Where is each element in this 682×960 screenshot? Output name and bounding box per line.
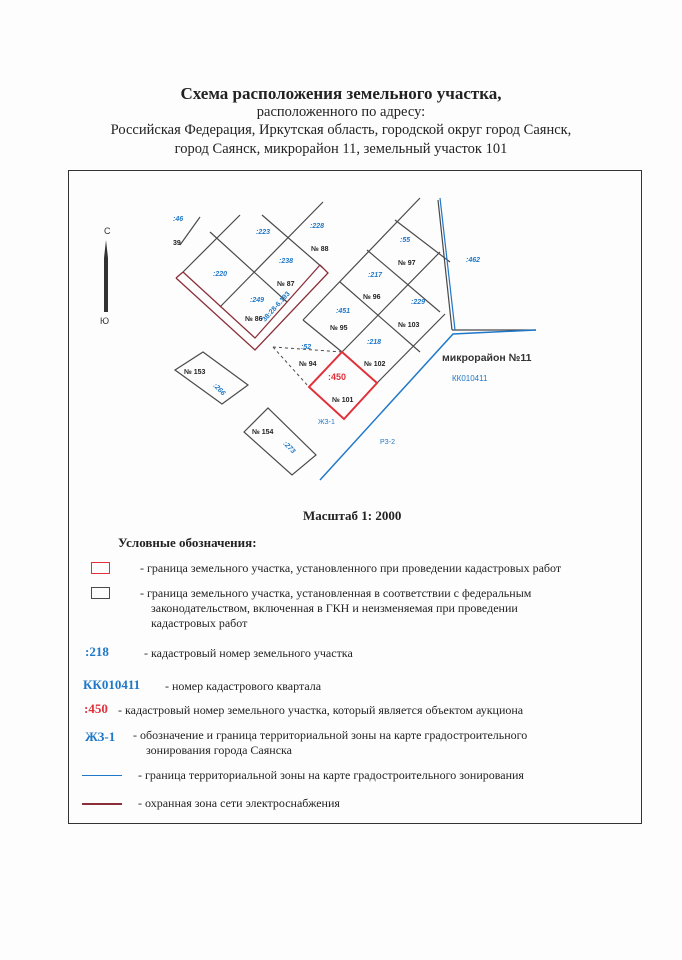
parcel-label: 39 <box>173 240 181 247</box>
parcel-label: № 96 <box>363 294 381 301</box>
quarter-label: КК010411 <box>452 374 488 383</box>
parcel-boundaries <box>175 198 536 475</box>
legend-item-text: - граница земельного участка, установленная в соответствии с федеральным <box>140 586 532 600</box>
parcel-label: :249 <box>250 297 265 304</box>
power-line-protective-zone <box>176 265 328 350</box>
legend-item-text: - кадастровый номер земельного участка, который является объектом аукциона <box>118 703 524 717</box>
legend-symbol: :218 <box>85 644 109 659</box>
parcel-label: № 94 <box>299 361 317 368</box>
compass-north: С <box>104 226 111 236</box>
parcel-label: :52 <box>301 344 312 351</box>
legend-item-text: - граница земельного участка, установленного при проведении кадастровых работ <box>140 561 562 575</box>
parcel-label: :223 <box>256 229 271 236</box>
parcel-label: :217 <box>368 272 383 279</box>
parcel-label: :266 <box>211 382 227 398</box>
parcel-label: № 86 <box>245 316 263 323</box>
parcel-label: № 88 <box>311 246 329 253</box>
legend-title: Условные обозначения: <box>118 535 257 550</box>
parcel-label: № 87 <box>277 281 295 288</box>
legend-item-text: - охранная зона сети электроснабжения <box>138 796 340 810</box>
red-parcel-swatch <box>91 562 110 574</box>
auction-parcel-label: :450 <box>328 372 347 382</box>
parcel-label: :462 <box>466 257 481 264</box>
district-label: микрорайон №11 <box>442 352 532 364</box>
protective-zone-swatch <box>82 803 122 805</box>
gray-parcel-swatch <box>91 587 110 599</box>
parcel-label: :218 <box>367 339 382 346</box>
parcel-label: № 103 <box>398 322 420 329</box>
zone-boundary-swatch <box>82 775 122 776</box>
map-scale: Масштаб 1: 2000 <box>303 508 402 523</box>
parcel-label: № 95 <box>330 325 348 332</box>
compass-south: Ю <box>100 316 110 326</box>
parcel-label: :451 <box>336 308 351 315</box>
parcel-label: :220 <box>213 271 228 278</box>
parcel-label: № 101 <box>332 397 354 404</box>
legend-item-text: кадастровых работ <box>151 616 248 630</box>
legend-item-text: - граница территориальной зоны на карте градостроительного зонирования <box>138 768 524 782</box>
legend-symbol: :450 <box>84 701 108 716</box>
legend-symbol: КК010411 <box>83 677 141 692</box>
parcel-label: :238 <box>279 258 294 265</box>
legend-item-text: - номер кадастрового квартала <box>165 679 322 693</box>
parcel-label: :229 <box>411 299 426 306</box>
parcel-label: № 102 <box>364 361 386 368</box>
legend-symbol: ЖЗ-1 <box>85 729 116 744</box>
parcel-label: :273 <box>281 440 297 456</box>
zone-label: ЖЗ-1 <box>318 419 335 426</box>
compass-icon <box>100 226 111 326</box>
zone-label: РЗ-2 <box>380 439 395 446</box>
address-line-1: Российская Федерация, Иркутская область, городской округ город Саянск, <box>110 122 572 138</box>
legend-item-text: - кадастровый номер земельного участка <box>144 646 353 660</box>
legend-item-text: законодательством, включенная в ГКН и неизменяемая при проведении <box>151 601 518 615</box>
address-intro: расположенного по адресу: <box>256 104 426 120</box>
power-line-label: 38:28-6.193 <box>261 290 292 324</box>
document-title: Схема расположения земельного участка, <box>180 84 502 103</box>
legend-item-text: - обозначение и граница территориальной зоны на карте градостроительного <box>133 728 528 742</box>
parcel-label: № 97 <box>398 260 416 267</box>
parcel-label: № 153 <box>184 369 206 376</box>
address-line-2: город Саянск, микрорайон 11, земельный участок 101 <box>174 141 508 157</box>
parcel-label: № 154 <box>252 429 274 436</box>
parcel-label: :46 <box>173 216 184 223</box>
legend-item-text: зонирования города Саянска <box>146 743 292 757</box>
parcel-label: :55 <box>400 237 411 244</box>
parcel-label: :228 <box>310 223 325 230</box>
